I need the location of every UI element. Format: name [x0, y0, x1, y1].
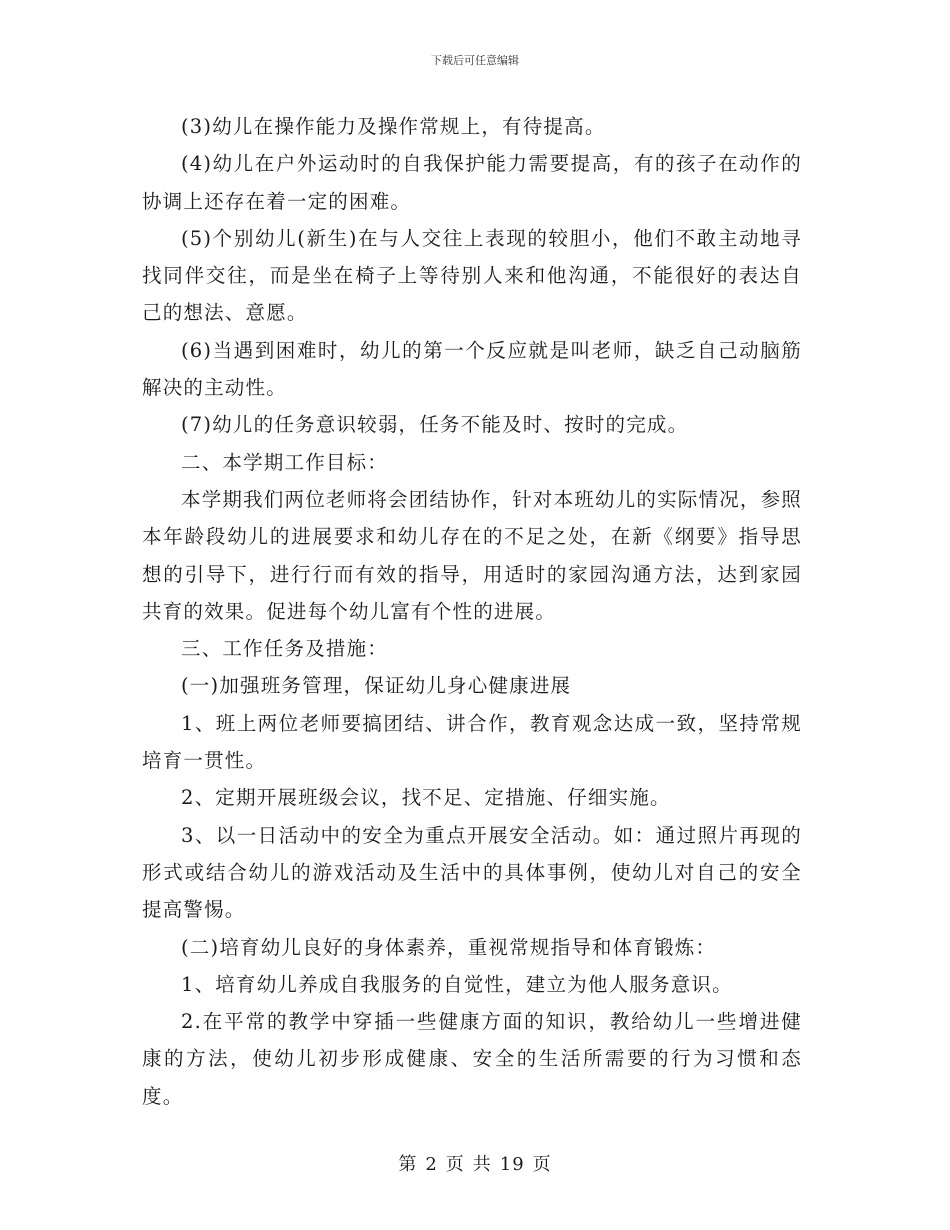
paragraph: (7)幼儿的任务意识较弱，任务不能及时、按时的完成。: [181, 413, 689, 437]
paragraph: (5)个别幼儿(新生)在与人交往上表现的较胆小，他们不敢主动地寻找同伴交往，而是坐在椅子上等待别人来和他沟通，不能很好的表达自己的想法、意愿。: [142, 226, 802, 325]
footer-prefix: 第: [398, 1154, 418, 1175]
paragraph: 2、定期开展班级会议，找不足、定措施、仔细实施。: [181, 786, 671, 810]
subsection-heading: (一)加强班务管理，保证幼儿身心健康进展: [181, 674, 572, 698]
section-heading: 二、本学期工作目标：: [181, 450, 389, 474]
page-number-footer: [0, 1150, 950, 1176]
page-header: 下载后可任意编辑: [431, 54, 519, 67]
total-pages-number: 19: [499, 1154, 525, 1175]
paragraph: (6)当遇到困难时，幼儿的第一个反应就是叫老师，缺乏自己动脑筋解决的主动性。: [142, 338, 802, 400]
paragraph: 本学期我们两位老师将会团结协作，针对本班幼儿的实际情况，参照本年龄段幼儿的进展要求和幼儿存在的不足之处，在新《纲要》指导思想的引导下，进行行而有效的指导，用适时的家园沟通方法，达到家园共育的效果。促进每个幼儿富有个性的进展。: [142, 487, 803, 623]
paragraph: 3、以一日活动中的安全为重点开展安全活动。如：通过照片再现的形式或结合幼儿的游戏活动及生活中的具体事例，使幼儿对自己的安全提高警惕。: [142, 823, 802, 922]
subsection-heading: (二)培育幼儿良好的身体素养，重视常规指导和体育锻炼：: [181, 935, 717, 959]
footer-suffix: 页: [532, 1154, 552, 1175]
footer-page-word: 页: [445, 1154, 465, 1175]
paragraph: (3)幼儿在操作能力及操作常规上，有待提高。: [181, 115, 606, 138]
paragraph: (4)幼儿在户外运动时的自我保护能力需要提高，有的孩子在动作的协调上还存在着一定的困难。: [142, 152, 802, 213]
paragraph: 2.在平常的教学中穿插一些健康方面的知识，教给幼儿一些增进健康的方法，使幼儿初步形成健康、安全的生活所需要的行为习惯和态度。: [142, 1010, 802, 1108]
section-heading: 三、工作任务及措施：: [181, 637, 389, 661]
paragraph: 1、培育幼儿养成自我服务的自觉性，建立为他人服务意识。: [181, 972, 733, 996]
current-page-number: 2: [425, 1154, 438, 1175]
footer-total-word: 共: [472, 1154, 492, 1175]
document-body: [142, 108, 802, 1115]
paragraph: 1、班上两位老师要搞团结、讲合作，教育观念达成一致，坚持常规培育一贯性。: [142, 711, 802, 773]
